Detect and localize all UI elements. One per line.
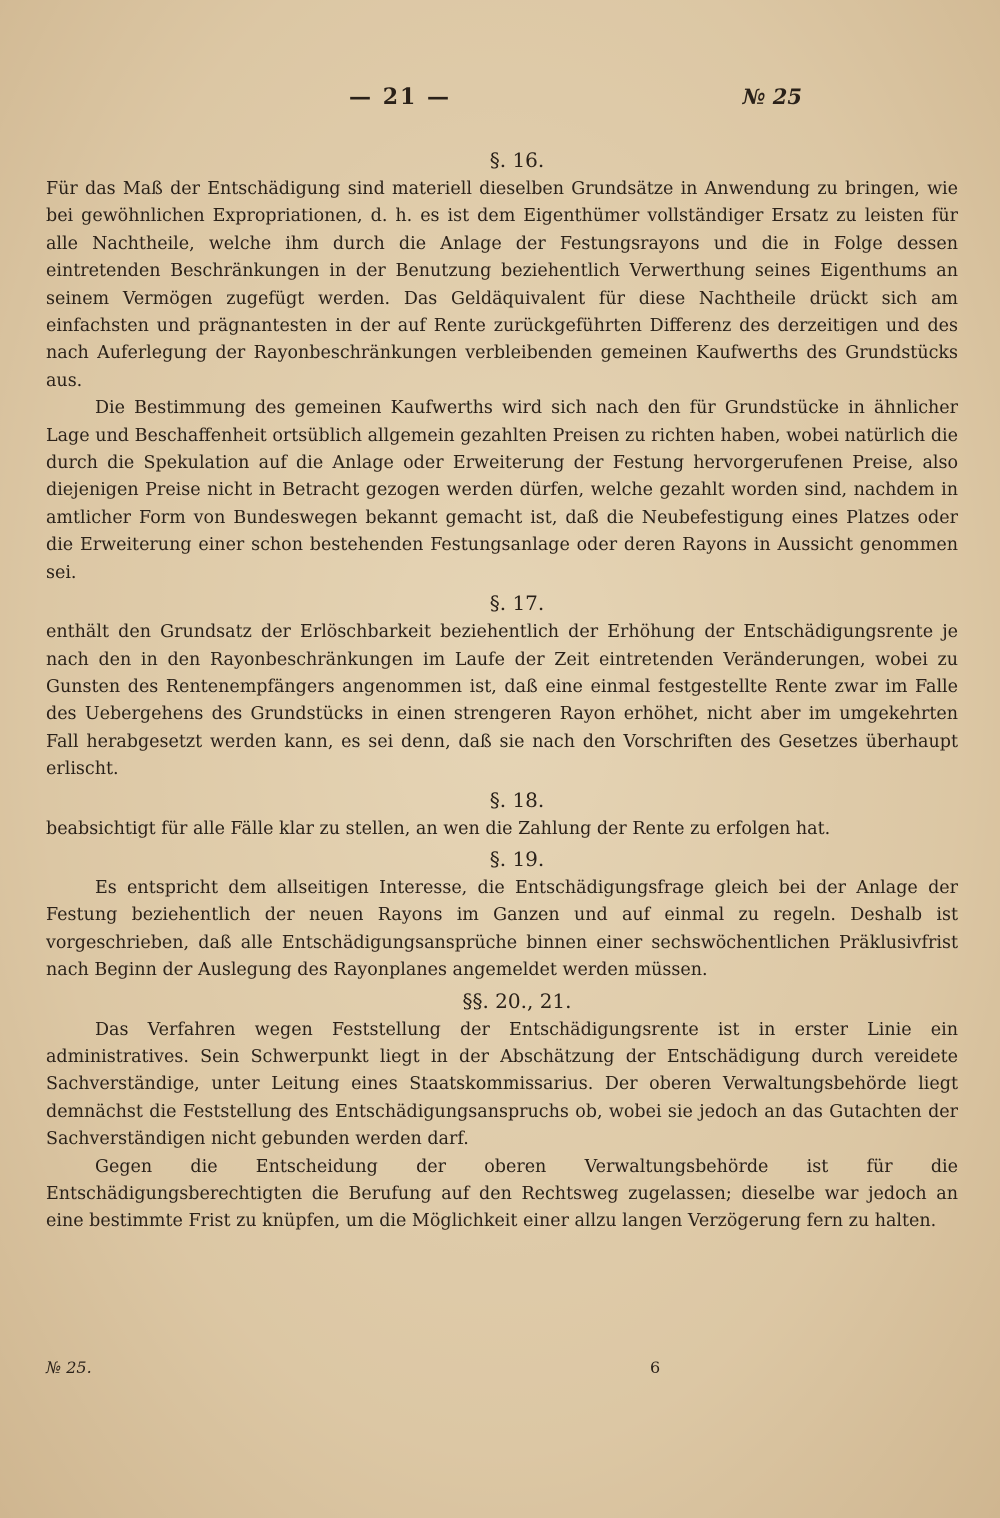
paragraph-20-21-2: Gegen die Entscheidung der oberen Verwaltungsbehörde ist für die Entschädigungsberechtigten die Berufung auf den Rechtsweg zugelassen; dieselbe war jedoch an eine bestimmte Frist zu knüpfen, um die Möglichkeit einer allzu langen Verzögerung fern zu halten. xyxy=(46,1156,958,1232)
paragraph-16-1: Für das Maß der Entschädigung sind materiell dieselben Grundsätze in Anwendung zu bringen, wie bei gewöhnlichen Expropriationen, d. h. es ist dem Eigenthümer vollständiger Ersatz zu leisten für alle Nachtheile, welche ihm durch die Anlage der Festungsrayons und die in Folge dessen eintretenden Beschränkungen in der Benutzung beziehentlich Verwerthung seines Eigenthums an seinem Vermögen zugefügt werden. Das Geldäquivalent für diese Nachtheile drückt sich am einfachsten und prägnantesten in der auf Rente zurückgeführten Differenz des derzeitigen und des nach Auferlegung der Rayonbeschränkungen verbleibenden gemeinen Kaufwerths des Grundstücks aus. xyxy=(46,179,958,391)
section-heading-19: §. 19. xyxy=(489,846,545,871)
page-number: — 21 — xyxy=(349,84,451,110)
issue-number: № 25 xyxy=(742,84,802,109)
section-heading-18: §. 18. xyxy=(489,787,545,812)
page-header xyxy=(0,84,1000,114)
paragraph-20-21-1: Das Verfahren wegen Feststellung der Entschädigungsrente ist in erster Linie ein administratives. Sein Schwerpunkt liegt in der Abschätzung der Entschädigung durch vereidete Sachverständige, unter Leitung eines Staatskommissarius. Der oberen Verwaltungsbehörde liegt demnächst die Feststellung des Entschädigungsanspruchs ob, wobei sie jedoch an das Gutachten der Sachverständigen nicht gebunden werden darf. xyxy=(46,1019,958,1150)
paragraph-17-1: enthält den Grundsatz der Erlöschbarkeit beziehentlich der Erhöhung der Entschädigungsrente je nach den in den Rayonbeschränkungen im Laufe der Zeit eintretenden Veränderungen, wobei zu Gunsten des Rentenempfängers angenommen ist, daß eine einmal festgestellte Rente zwar im Falle des Uebergehens des Grundstücks in einen strengeren Rayon erhöhet, nicht aber im umgekehrten Fall herabgesetzt werden kann, es sei denn, daß sie nach den Vorschriften des Gesetzes überhaupt erlischt. xyxy=(46,622,958,780)
signature-mark: 6 xyxy=(650,1358,661,1377)
section-heading-20-21: §§. 20., 21. xyxy=(462,988,572,1013)
paragraph-18-1: beabsichtigt für alle Fälle klar zu stellen, an wen die Zahlung der Rente zu erfolgen hat. xyxy=(46,818,831,839)
paragraph-19-1: Es entspricht dem allseitigen Interesse, die Entschädigungsfrage gleich bei der Anlage der Festung beziehentlich der neuen Rayons im Ganzen und auf einmal zu regeln. Deshalb ist vorgeschrieben, daß alle Entschädigungsansprüche binnen einer sechswöchentlichen Präklusivfrist nach Beginn der Auslegung des Rayonplanes angemeldet werden müssen. xyxy=(46,877,958,981)
document-body xyxy=(46,146,958,1236)
section-heading-17: §. 17. xyxy=(489,591,545,616)
page-footer xyxy=(46,1358,958,1384)
paragraph-16-2: Die Bestimmung des gemeinen Kaufwerths wird sich nach den für Grundstücke in ähnlicher Lage und Beschaffenheit ortsüblich allgemein gezahlten Preisen zu richten haben, wobei natürlich die durch die Spekulation auf die Anlage oder Erweiterung der Festung hervorgerufenen Preise, also diejenigen Preise nicht in Betracht gezogen werden dürfen, welche gezahlt worden sind, nachdem in amtlicher Form von Bundeswegen bekannt gemacht ist, daß die Neubefestigung eines Platzes oder die Erweiterung einer schon bestehenden Festungsanlage oder deren Rayons in Aussicht genommen sei. xyxy=(46,398,958,583)
section-heading-16: §. 16. xyxy=(489,148,545,172)
footer-issue: № 25. xyxy=(46,1358,92,1377)
